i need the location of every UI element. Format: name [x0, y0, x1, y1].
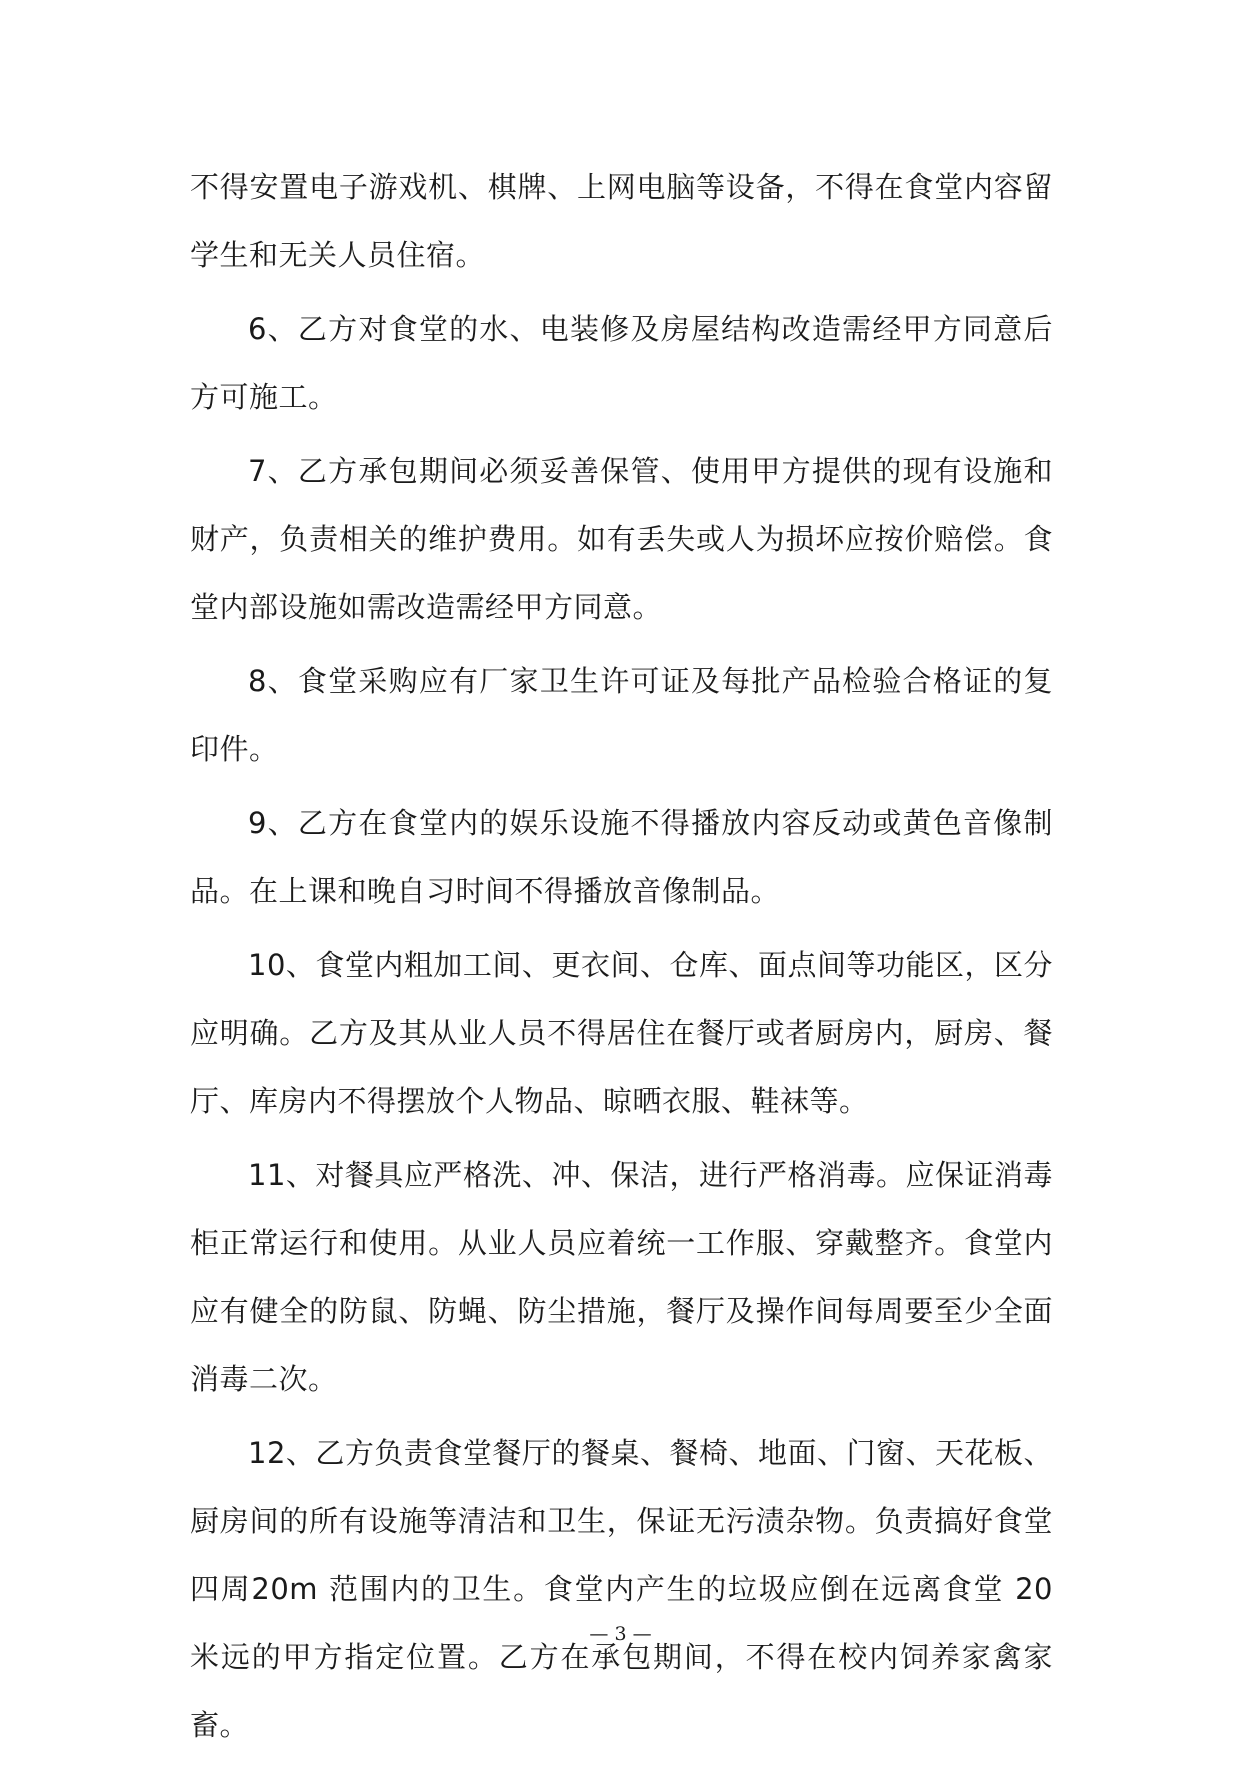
paragraph-clause-10: 10、食堂内粗加工间、更衣间、仓库、面点间等功能区，区分应明确。乙方及其从业人员不得居住在餐厅或者厨房内，厨房、餐厅、库房内不得摆放个人物品、晾晒衣服、鞋袜等。 [190, 948, 1053, 1118]
paragraph-clause-6: 6、乙方对食堂的水、电装修及房屋结构改造需经甲方同意后方可施工。 [190, 312, 1053, 414]
paragraph-clause-7: 7、乙方承包期间必须妥善保管、使用甲方提供的现有设施和财产，负责相关的维护费用。如有丢失或人为损坏应按价赔偿。食堂内部设施如需改造需经甲方同意。 [190, 454, 1053, 624]
paragraph-clause-9: 9、乙方在食堂内的娱乐设施不得播放内容反动或黄色音像制品。在上课和晚自习时间不得播放音像制品。 [190, 806, 1053, 908]
paragraph-clause-8: 8、食堂采购应有厂家卫生许可证及每批产品检验合格证的复印件。 [190, 664, 1053, 766]
paragraph-clause-11: 11、对餐具应严格洗、冲、保洁，进行严格消毒。应保证消毒柜正常运行和使用。从业人员应着统一工作服、穿戴整齐。食堂内应有健全的防鼠、防蝇、防尘措施，餐厅及操作间每周要至少全面消毒二次。 [190, 1158, 1053, 1396]
paragraph-clause-12: 12、乙方负责食堂餐厅的餐桌、餐椅、地面、门窗、天花板、厨房间的所有设施等清洁和卫生，保证无污渍杂物。负责搞好食堂四周20m 范围内的卫生。食堂内产生的垃圾应倒在远离食堂 20 米远的甲方指定位置。乙方在承包期间，不得在校内饲养家禽家畜。 [190, 1436, 1053, 1742]
document-body [190, 153, 1053, 1765]
paragraph-continuation: 不得安置电子游戏机、棋牌、上网电脑等设备，不得在食堂内容留学生和无关人员住宿。 [190, 170, 1053, 272]
page-number: — 3 — [589, 1623, 652, 1645]
